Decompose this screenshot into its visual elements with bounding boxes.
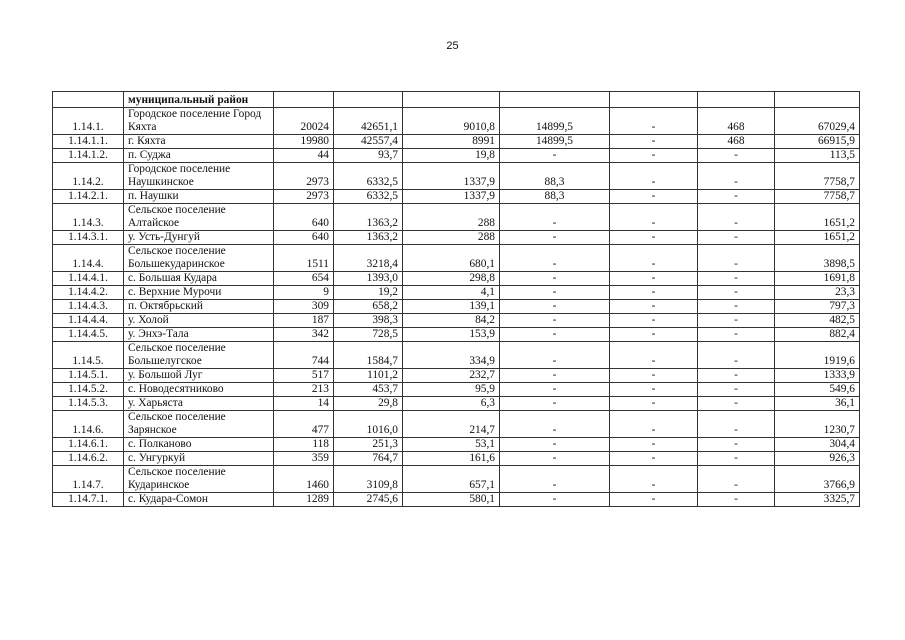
- population-cell: 359: [274, 452, 334, 466]
- table-row: [53, 314, 860, 328]
- value-cell-2: 4,1: [403, 286, 500, 300]
- value-cell-3: 14899,5: [500, 135, 610, 149]
- population-cell: 1460: [274, 466, 334, 493]
- data-table: [52, 91, 860, 507]
- value-cell-3: -: [500, 328, 610, 342]
- value-cell-3: -: [500, 272, 610, 286]
- table-row: [53, 452, 860, 466]
- population-cell: 744: [274, 342, 334, 369]
- population-cell: 19980: [274, 135, 334, 149]
- value-cell-5: -: [698, 272, 775, 286]
- population-cell: 14: [274, 397, 334, 411]
- value-cell-4: -: [610, 300, 698, 314]
- value-cell-1: 728,5: [334, 328, 403, 342]
- population-cell: 9: [274, 286, 334, 300]
- total-cell: 1919,6: [775, 342, 860, 369]
- value-cell-5: -: [698, 452, 775, 466]
- header-cell: [53, 92, 124, 108]
- total-cell: 1333,9: [775, 369, 860, 383]
- code-cell: 1.14.6.: [53, 411, 124, 438]
- value-cell-2: 8991: [403, 135, 500, 149]
- code-cell: 1.14.5.3.: [53, 397, 124, 411]
- population-cell: 2973: [274, 190, 334, 204]
- value-cell-5: -: [698, 397, 775, 411]
- value-cell-2: 53,1: [403, 438, 500, 452]
- header-cell: [403, 92, 500, 108]
- value-cell-5: -: [698, 190, 775, 204]
- value-cell-4: -: [610, 383, 698, 397]
- name-cell: у. Харьяста: [124, 397, 274, 411]
- value-cell-4: -: [610, 466, 698, 493]
- table-row: [53, 204, 860, 231]
- value-cell-4: -: [610, 135, 698, 149]
- value-cell-4: -: [610, 452, 698, 466]
- population-cell: 187: [274, 314, 334, 328]
- header-cell: муниципальный район: [124, 92, 274, 108]
- code-cell: 1.14.4.2.: [53, 286, 124, 300]
- code-cell: 1.14.2.1.: [53, 190, 124, 204]
- total-cell: 549,6: [775, 383, 860, 397]
- total-cell: 23,3: [775, 286, 860, 300]
- value-cell-2: 84,2: [403, 314, 500, 328]
- table-row: [53, 397, 860, 411]
- population-cell: 342: [274, 328, 334, 342]
- table-row: [53, 369, 860, 383]
- value-cell-2: 298,8: [403, 272, 500, 286]
- value-cell-3: -: [500, 466, 610, 493]
- value-cell-1: 251,3: [334, 438, 403, 452]
- value-cell-3: -: [500, 342, 610, 369]
- value-cell-3: -: [500, 149, 610, 163]
- value-cell-1: 1584,7: [334, 342, 403, 369]
- total-cell: 3325,7: [775, 493, 860, 507]
- value-cell-4: -: [610, 328, 698, 342]
- value-cell-4: -: [610, 245, 698, 272]
- value-cell-2: 657,1: [403, 466, 500, 493]
- value-cell-3: -: [500, 300, 610, 314]
- value-cell-1: 658,2: [334, 300, 403, 314]
- value-cell-1: 398,3: [334, 314, 403, 328]
- name-cell: Сельское поселение Зарянское: [124, 411, 274, 438]
- value-cell-2: 1337,9: [403, 163, 500, 190]
- population-cell: 477: [274, 411, 334, 438]
- value-cell-4: -: [610, 108, 698, 135]
- code-cell: 1.14.1.: [53, 108, 124, 135]
- value-cell-4: -: [610, 231, 698, 245]
- population-cell: 1511: [274, 245, 334, 272]
- code-cell: 1.14.5.1.: [53, 369, 124, 383]
- value-cell-1: 3218,4: [334, 245, 403, 272]
- value-cell-4: -: [610, 397, 698, 411]
- value-cell-2: 161,6: [403, 452, 500, 466]
- value-cell-5: -: [698, 342, 775, 369]
- value-cell-1: 1016,0: [334, 411, 403, 438]
- name-cell: у. Энхэ-Тала: [124, 328, 274, 342]
- value-cell-3: -: [500, 411, 610, 438]
- table-row: [53, 108, 860, 135]
- code-cell: 1.14.1.1.: [53, 135, 124, 149]
- value-cell-2: 680,1: [403, 245, 500, 272]
- value-cell-2: 288: [403, 204, 500, 231]
- value-cell-5: -: [698, 300, 775, 314]
- total-cell: 3766,9: [775, 466, 860, 493]
- population-cell: 309: [274, 300, 334, 314]
- table-row: [53, 300, 860, 314]
- code-cell: 1.14.4.4.: [53, 314, 124, 328]
- value-cell-5: 468: [698, 108, 775, 135]
- total-cell: 1651,2: [775, 204, 860, 231]
- value-cell-5: -: [698, 383, 775, 397]
- value-cell-1: 93,7: [334, 149, 403, 163]
- value-cell-3: -: [500, 231, 610, 245]
- name-cell: г. Кяхта: [124, 135, 274, 149]
- population-cell: 118: [274, 438, 334, 452]
- value-cell-1: 1363,2: [334, 231, 403, 245]
- code-cell: 1.14.4.1.: [53, 272, 124, 286]
- header-cell: [334, 92, 403, 108]
- code-cell: 1.14.3.: [53, 204, 124, 231]
- table-row: [53, 438, 860, 452]
- value-cell-1: 764,7: [334, 452, 403, 466]
- value-cell-3: -: [500, 493, 610, 507]
- name-cell: Городское поселение Наушкинское: [124, 163, 274, 190]
- value-cell-5: -: [698, 438, 775, 452]
- total-cell: 482,5: [775, 314, 860, 328]
- table-body: [53, 92, 860, 507]
- code-cell: 1.14.5.2.: [53, 383, 124, 397]
- value-cell-4: -: [610, 286, 698, 300]
- value-cell-4: -: [610, 411, 698, 438]
- header-cell: [274, 92, 334, 108]
- table-row: [53, 231, 860, 245]
- code-cell: 1.14.5.: [53, 342, 124, 369]
- value-cell-3: -: [500, 452, 610, 466]
- value-cell-1: 29,8: [334, 397, 403, 411]
- total-cell: 882,4: [775, 328, 860, 342]
- population-cell: 640: [274, 231, 334, 245]
- value-cell-3: -: [500, 204, 610, 231]
- value-cell-4: -: [610, 190, 698, 204]
- code-cell: 1.14.3.1.: [53, 231, 124, 245]
- table-row: [53, 245, 860, 272]
- table-row: [53, 411, 860, 438]
- value-cell-5: -: [698, 231, 775, 245]
- name-cell: Сельское поселение Большекударинское: [124, 245, 274, 272]
- population-cell: 44: [274, 149, 334, 163]
- value-cell-2: 6,3: [403, 397, 500, 411]
- name-cell: с. Кудара-Сомон: [124, 493, 274, 507]
- value-cell-4: -: [610, 272, 698, 286]
- name-cell: Сельское поселение Большелугское: [124, 342, 274, 369]
- value-cell-1: 1393,0: [334, 272, 403, 286]
- value-cell-1: 1101,2: [334, 369, 403, 383]
- page-number: 25: [446, 40, 459, 52]
- value-cell-5: -: [698, 328, 775, 342]
- population-cell: 517: [274, 369, 334, 383]
- value-cell-4: -: [610, 493, 698, 507]
- value-cell-2: 139,1: [403, 300, 500, 314]
- value-cell-2: 334,9: [403, 342, 500, 369]
- value-cell-2: 288: [403, 231, 500, 245]
- value-cell-2: 580,1: [403, 493, 500, 507]
- table-row: [53, 466, 860, 493]
- population-cell: 213: [274, 383, 334, 397]
- code-cell: 1.14.2.: [53, 163, 124, 190]
- table-row: [53, 328, 860, 342]
- code-cell: 1.14.4.: [53, 245, 124, 272]
- code-cell: 1.14.7.1.: [53, 493, 124, 507]
- value-cell-1: 2745,6: [334, 493, 403, 507]
- total-cell: 304,4: [775, 438, 860, 452]
- name-cell: с. Унгуркуй: [124, 452, 274, 466]
- value-cell-5: -: [698, 493, 775, 507]
- name-cell: у. Большой Луг: [124, 369, 274, 383]
- value-cell-5: -: [698, 286, 775, 300]
- name-cell: Сельское поселение Алтайское: [124, 204, 274, 231]
- value-cell-1: 6332,5: [334, 190, 403, 204]
- table-row: [53, 135, 860, 149]
- population-cell: 20024: [274, 108, 334, 135]
- name-cell: с. Полканово: [124, 438, 274, 452]
- population-cell: 654: [274, 272, 334, 286]
- value-cell-2: 1337,9: [403, 190, 500, 204]
- table-row: [53, 383, 860, 397]
- value-cell-2: 232,7: [403, 369, 500, 383]
- name-cell: с. Новодесятниково: [124, 383, 274, 397]
- code-cell: 1.14.4.5.: [53, 328, 124, 342]
- value-cell-5: -: [698, 163, 775, 190]
- total-cell: 3898,5: [775, 245, 860, 272]
- value-cell-5: 468: [698, 135, 775, 149]
- value-cell-2: 214,7: [403, 411, 500, 438]
- value-cell-4: -: [610, 314, 698, 328]
- value-cell-5: -: [698, 245, 775, 272]
- total-cell: 67029,4: [775, 108, 860, 135]
- name-cell: с. Верхние Мурочи: [124, 286, 274, 300]
- code-cell: 1.14.1.2.: [53, 149, 124, 163]
- total-cell: 1230,7: [775, 411, 860, 438]
- value-cell-5: -: [698, 369, 775, 383]
- header-cell: [698, 92, 775, 108]
- table-row: [53, 190, 860, 204]
- code-cell: 1.14.6.2.: [53, 452, 124, 466]
- name-cell: у. Усть-Дунгуй: [124, 231, 274, 245]
- name-cell: п. Наушки: [124, 190, 274, 204]
- value-cell-5: -: [698, 149, 775, 163]
- total-cell: 7758,7: [775, 163, 860, 190]
- name-cell: п. Суджа: [124, 149, 274, 163]
- table-row: [53, 149, 860, 163]
- population-cell: 1289: [274, 493, 334, 507]
- header-cell: [775, 92, 860, 108]
- value-cell-3: 88,3: [500, 163, 610, 190]
- name-cell: Сельское поселение Кударинское: [124, 466, 274, 493]
- table-row: [53, 342, 860, 369]
- value-cell-1: 453,7: [334, 383, 403, 397]
- name-cell: с. Большая Кудара: [124, 272, 274, 286]
- population-cell: 2973: [274, 163, 334, 190]
- value-cell-3: -: [500, 383, 610, 397]
- value-cell-3: -: [500, 286, 610, 300]
- value-cell-5: -: [698, 411, 775, 438]
- header-cell: [610, 92, 698, 108]
- value-cell-4: -: [610, 204, 698, 231]
- total-cell: 1691,8: [775, 272, 860, 286]
- table-row: [53, 286, 860, 300]
- value-cell-3: -: [500, 438, 610, 452]
- total-cell: 926,3: [775, 452, 860, 466]
- total-cell: 797,3: [775, 300, 860, 314]
- total-cell: 36,1: [775, 397, 860, 411]
- value-cell-5: -: [698, 466, 775, 493]
- value-cell-1: 42557,4: [334, 135, 403, 149]
- total-cell: 1651,2: [775, 231, 860, 245]
- name-cell: у. Холой: [124, 314, 274, 328]
- value-cell-3: -: [500, 397, 610, 411]
- header-cell: [500, 92, 610, 108]
- table-row: [53, 163, 860, 190]
- total-cell: 7758,7: [775, 190, 860, 204]
- value-cell-4: -: [610, 342, 698, 369]
- code-cell: 1.14.7.: [53, 466, 124, 493]
- value-cell-1: 1363,2: [334, 204, 403, 231]
- table-row: [53, 493, 860, 507]
- value-cell-3: 88,3: [500, 190, 610, 204]
- value-cell-2: 153,9: [403, 328, 500, 342]
- value-cell-4: -: [610, 369, 698, 383]
- total-cell: 113,5: [775, 149, 860, 163]
- name-cell: п. Октябрьский: [124, 300, 274, 314]
- value-cell-1: 6332,5: [334, 163, 403, 190]
- table-header-row: [53, 92, 860, 108]
- value-cell-3: -: [500, 314, 610, 328]
- code-cell: 1.14.4.3.: [53, 300, 124, 314]
- value-cell-4: -: [610, 438, 698, 452]
- table-row: [53, 272, 860, 286]
- value-cell-4: -: [610, 149, 698, 163]
- value-cell-4: -: [610, 163, 698, 190]
- value-cell-5: -: [698, 314, 775, 328]
- population-cell: 640: [274, 204, 334, 231]
- value-cell-2: 9010,8: [403, 108, 500, 135]
- value-cell-5: -: [698, 204, 775, 231]
- total-cell: 66915,9: [775, 135, 860, 149]
- value-cell-3: -: [500, 245, 610, 272]
- value-cell-1: 19,2: [334, 286, 403, 300]
- value-cell-1: 3109,8: [334, 466, 403, 493]
- value-cell-2: 19,8: [403, 149, 500, 163]
- value-cell-2: 95,9: [403, 383, 500, 397]
- value-cell-3: -: [500, 369, 610, 383]
- name-cell: Городское поселение Город Кяхта: [124, 108, 274, 135]
- value-cell-1: 42651,1: [334, 108, 403, 135]
- value-cell-3: 14899,5: [500, 108, 610, 135]
- code-cell: 1.14.6.1.: [53, 438, 124, 452]
